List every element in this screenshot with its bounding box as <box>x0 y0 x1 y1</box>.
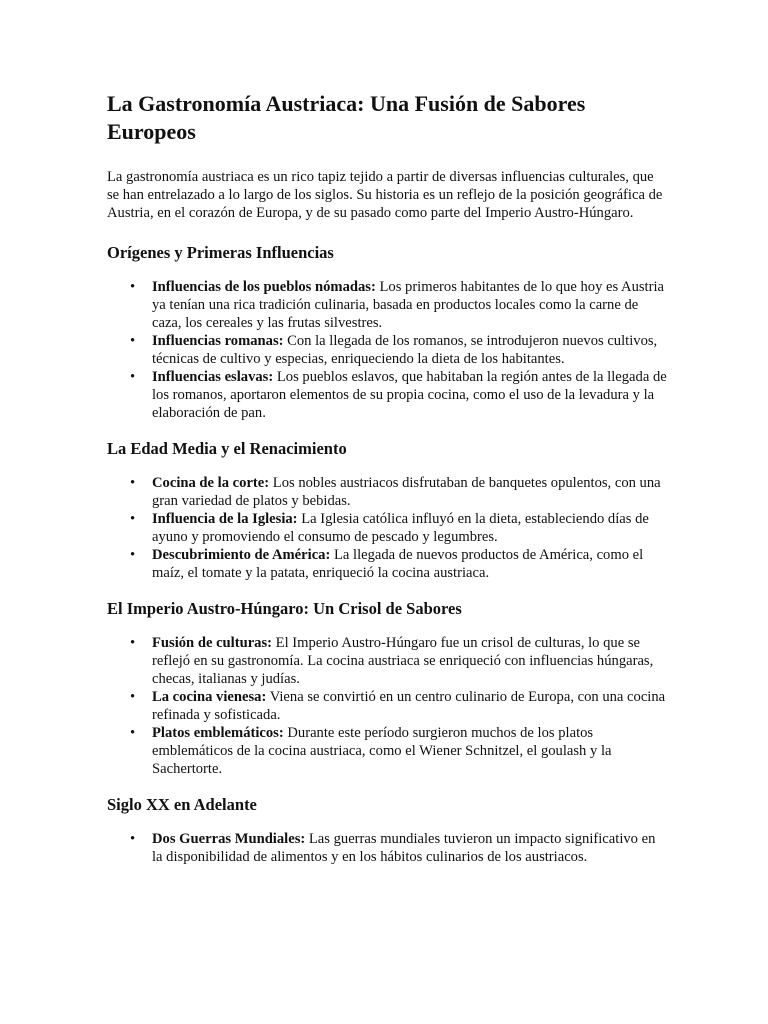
list-item-term: Dos Guerras Mundiales: <box>152 831 306 847</box>
bullet-icon: • <box>130 547 136 563</box>
list-item-term: Descubrimiento de América: <box>152 547 331 563</box>
bullet-list <box>107 474 667 582</box>
intro-paragraph: La gastronomía austriaca es un rico tapiz tejido a partir de diversas influencias culturales, que se han entrelazado a lo largo de los siglos. Su historia es un reflejo de la posición geográfica de Austria, en el corazón de Europa, y de su pasado como parte del Imperio Austro-Húngaro. <box>107 169 663 221</box>
list-item-text: Durante este período surgieron muchos de los platos emblemáticos de la cocina austriaca, como el Wiener Schnitzel, el goulash y la Sachertorte. <box>152 725 612 777</box>
bullet-list <box>107 634 667 778</box>
list-item <box>130 546 667 582</box>
bullet-icon: • <box>130 725 136 741</box>
list-item <box>130 830 667 866</box>
sections-container <box>107 242 667 866</box>
list-item-term: Influencias eslavas: <box>152 369 274 385</box>
list-item-term: Cocina de la corte: <box>152 475 270 491</box>
list-item-text: La Iglesia católica influyó en la dieta, estableciendo días de ayuno y promoviendo el consumo de pescado y legumbres. <box>152 511 649 545</box>
section-heading: Orígenes y Primeras Influencias <box>107 243 334 262</box>
bullet-icon: • <box>130 475 136 491</box>
list-item-term: Influencia de la Iglesia: <box>152 511 298 527</box>
list-item-text: Las guerras mundiales tuvieron un impacto significativo en la disponibilidad de alimentos y en los hábitos culinarios de los austriacos. <box>152 831 656 865</box>
bullet-icon: • <box>130 635 136 651</box>
list-item <box>130 474 667 510</box>
list-item-text: Los nobles austriacos disfrutaban de banquetes opulentos, con una gran variedad de platos y bebidas. <box>152 475 661 509</box>
list-item-term: Influencias romanas: <box>152 333 284 349</box>
list-item-text: Con la llegada de los romanos, se introdujeron nuevos cultivos, técnicas de cultivo y especias, enriqueciendo la dieta de los habitantes. <box>152 333 658 367</box>
list-item <box>130 688 667 724</box>
bullet-icon: • <box>130 511 136 527</box>
list-item <box>130 332 667 368</box>
section-heading: El Imperio Austro-Húngaro: Un Crisol de Sabores <box>107 599 462 618</box>
list-item <box>130 368 667 422</box>
bullet-icon: • <box>130 279 136 295</box>
document-title: La Gastronomía Austriaca: Una Fusión de Sabores Europeos <box>107 91 586 144</box>
bullet-icon: • <box>130 831 136 847</box>
list-item <box>130 278 667 332</box>
section-heading: Siglo XX en Adelante <box>107 795 257 814</box>
list-item-text: El Imperio Austro-Húngaro fue un crisol de culturas, lo que se reflejó en su gastronomía. La cocina austriaca se enriqueció con influencias húngaras, checas, italianas y judías. <box>152 635 654 687</box>
bullet-icon: • <box>130 369 136 385</box>
list-item-term: Platos emblemáticos: <box>152 725 284 741</box>
list-item <box>130 634 667 688</box>
section-heading: La Edad Media y el Renacimiento <box>107 439 347 458</box>
bullet-list <box>107 830 667 866</box>
list-item-text: Los primeros habitantes de lo que hoy es Austria ya tenían una rica tradición culinaria, basada en productos locales como la carne de caza, los cereales y las frutas silvestres. <box>152 279 664 331</box>
bullet-icon: • <box>130 689 136 705</box>
bullet-list <box>107 278 667 422</box>
list-item <box>130 510 667 546</box>
list-item-term: Influencias de los pueblos nómadas: <box>152 279 376 295</box>
list-item <box>130 724 667 778</box>
list-item-term: Fusión de culturas: <box>152 635 273 651</box>
list-item-text: Viena se convirtió en un centro culinario de Europa, con una cocina refinada y sofisticada. <box>152 689 666 723</box>
list-item-text: Los pueblos eslavos, que habitaban la región antes de la llegada de los romanos, aportaron elementos de su propia cocina, como el uso de la levadura y la elaboración de pan. <box>152 369 667 421</box>
bullet-icon: • <box>130 333 136 349</box>
list-item-text: La llegada de nuevos productos de América, como el maíz, el tomate y la patata, enriqueció la cocina austriaca. <box>152 547 644 581</box>
list-item-term: La cocina vienesa: <box>152 689 267 705</box>
document-content <box>107 90 667 882</box>
